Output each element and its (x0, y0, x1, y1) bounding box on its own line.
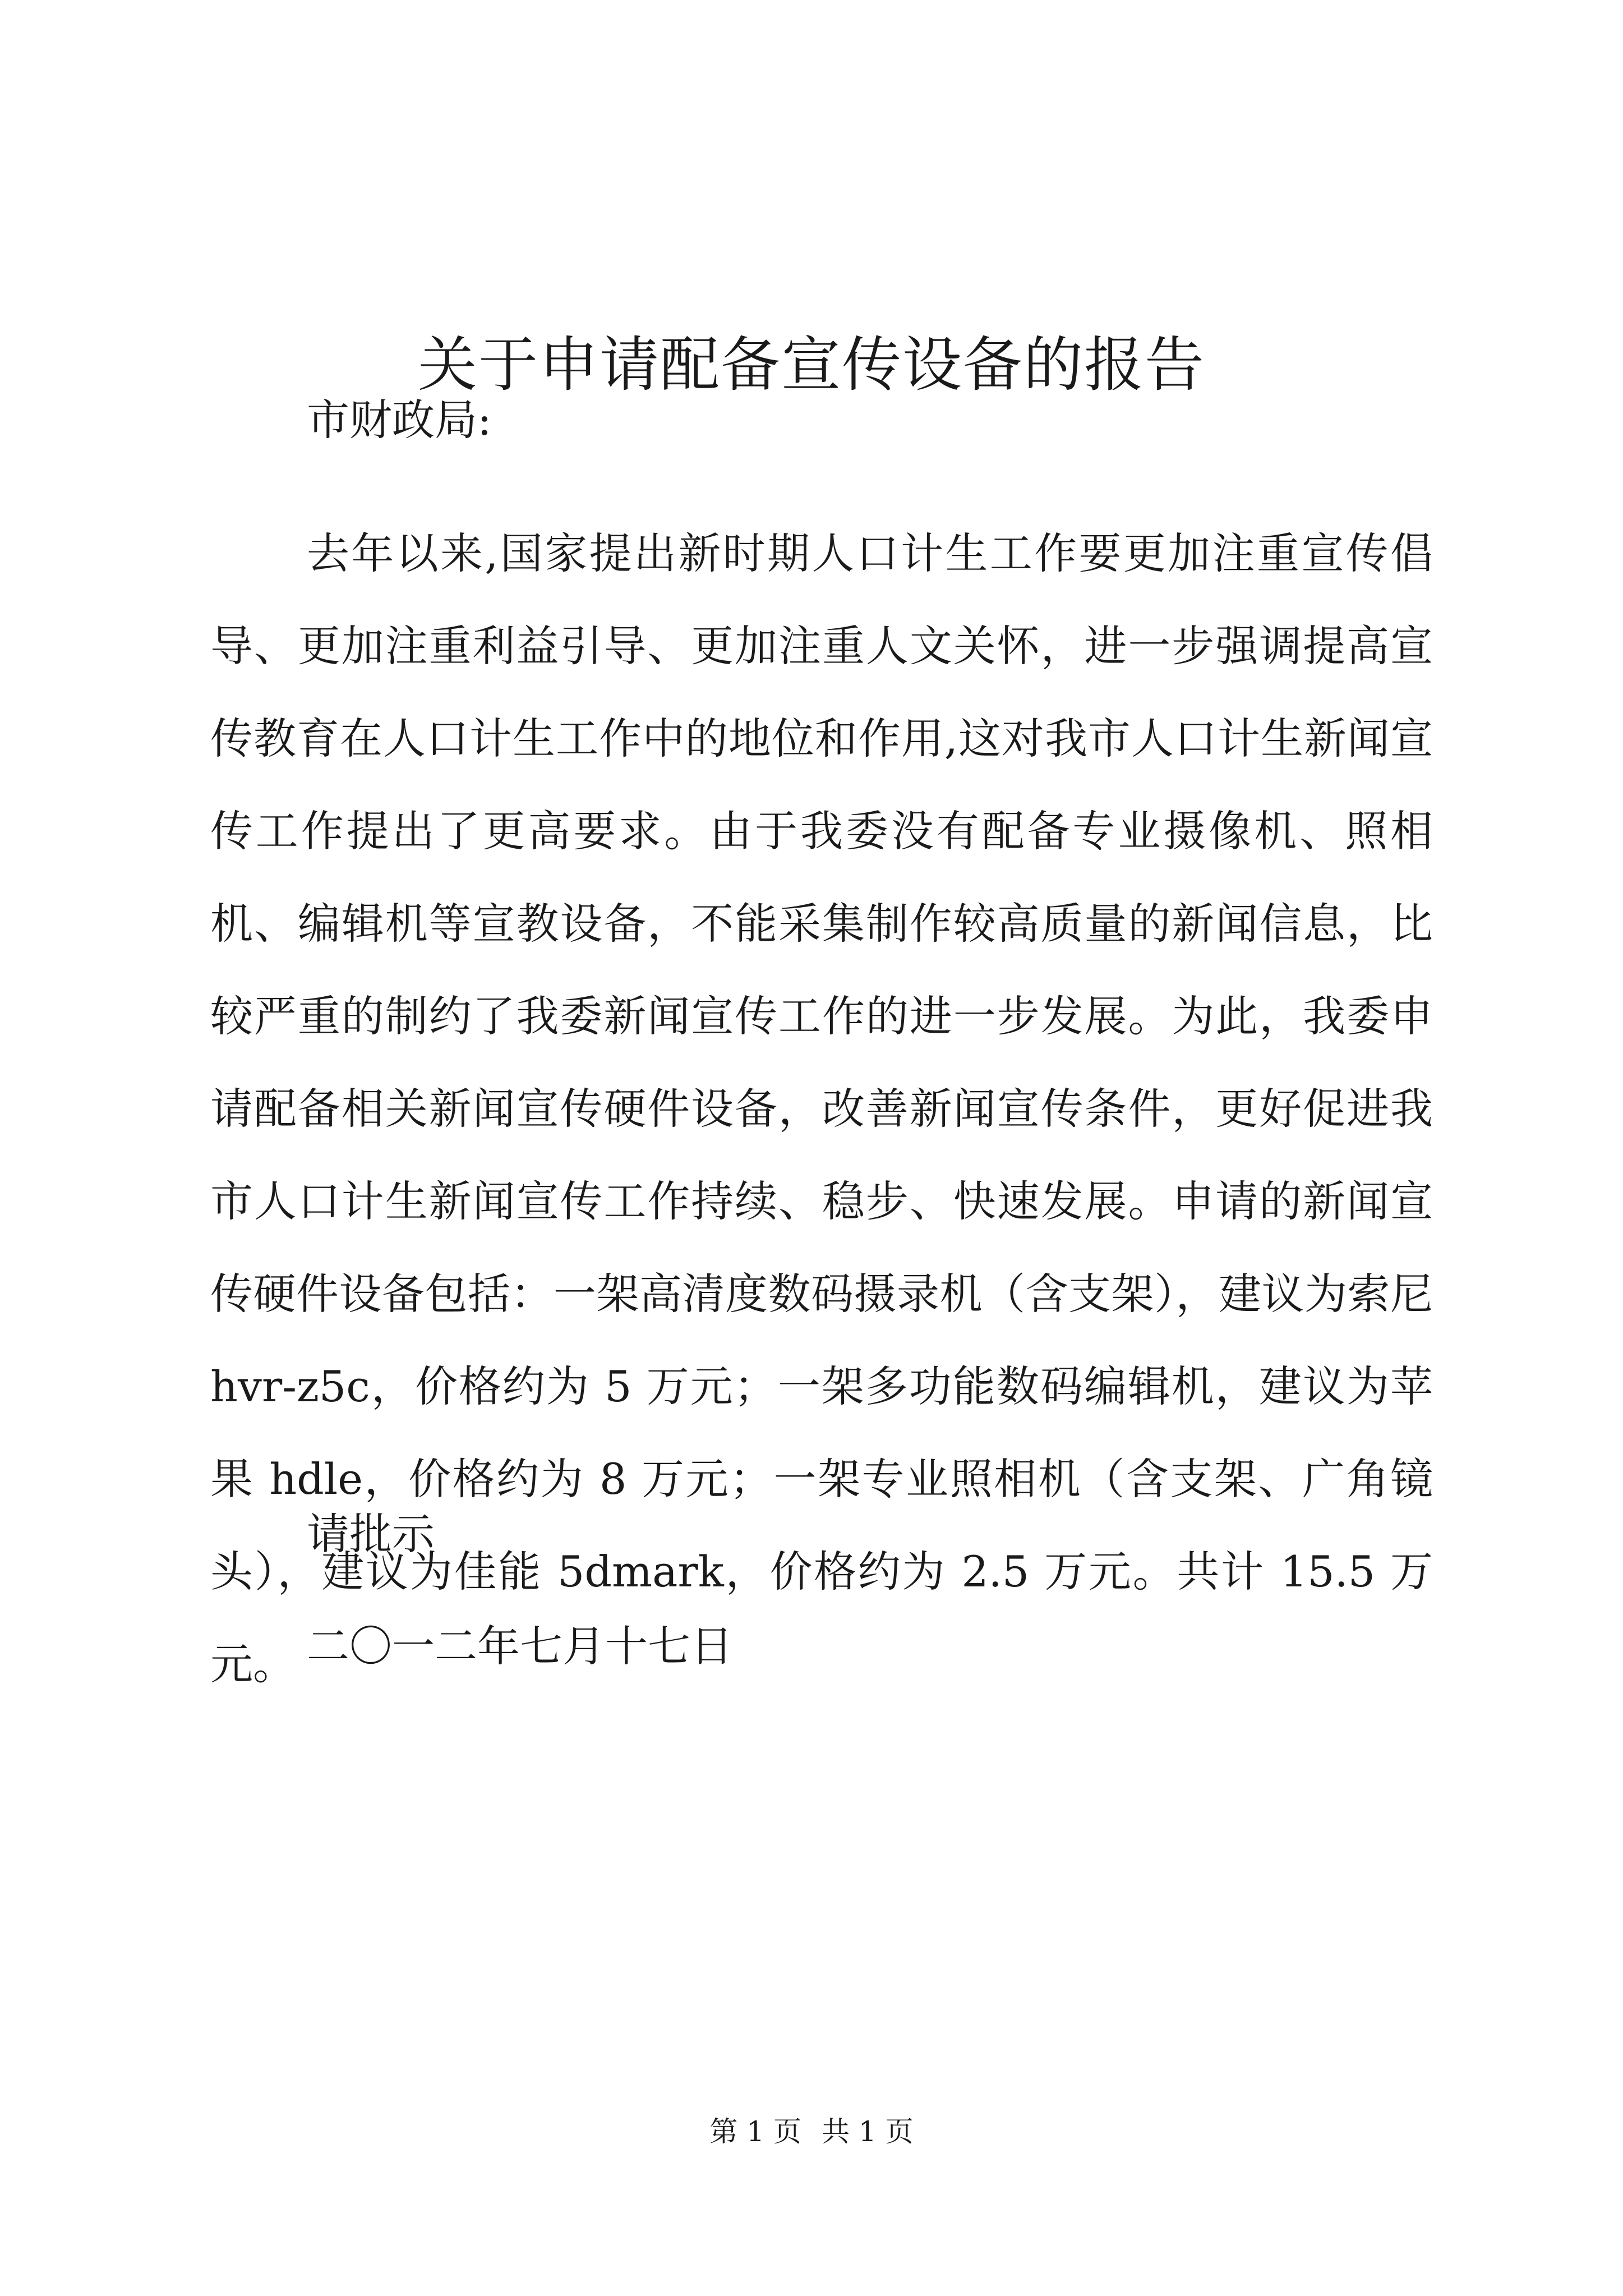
page-footer (0, 2112, 1623, 2151)
document-date: 二〇一二年七月十七日 (307, 1621, 733, 1671)
body-paragraph: 去年以来,国家提出新时期人口计生工作要更加注重宣传倡导、更加注重利益引导、更加注重人文关怀，进一步强调提高宣传教育在人口计生工作中的地位和作用,这对我市人口计生新闻宣传工作提出了更高要求。由于我委没有配备专业摄像机、照相机、编辑机等宣教设备，不能采集制作较高质量的新闻信息，比较严重的制约了我委新闻宣传工作的进一步发展。为此，我委申请配备相关新闻宣传硬件设备，改善新闻宣传条件，更好促进我市人口计生新闻宣传工作持续、稳步、快速发展。申请的新闻宣传硬件设备包括：一架高清度数码摄录机（含支架），建议为索尼 hvr-z5c，价格约为 5 万元；一架多功能数码编辑机，建议为苹果 hdle，价格约为 8 万元；一架专业照相机（含支架、广角镜头），建议为佳能 5dmark，价格约为 2.5 万元。共计 15.5 万元。 (210, 528, 1433, 1689)
document-title: 关于申请配备宣传设备的报告 (418, 330, 1205, 400)
salutation: 市财政局: (307, 395, 492, 445)
closing-request: 请批示 (307, 1509, 435, 1559)
page-number-total: 共 1 页 (822, 2115, 914, 2148)
page-number-current: 第 1 页 (709, 2115, 801, 2148)
